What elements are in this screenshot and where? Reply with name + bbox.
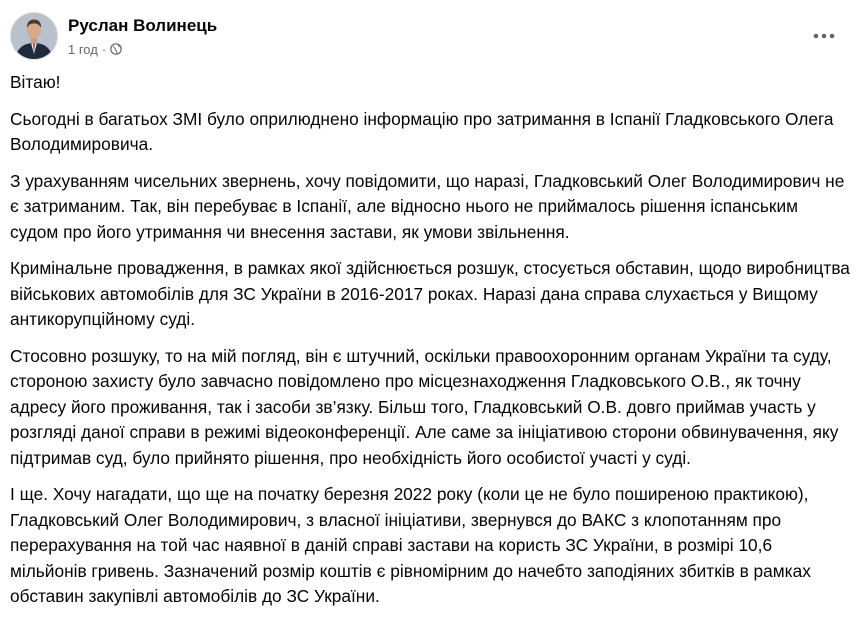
globe-icon[interactable] [110,43,122,55]
author-name[interactable]: Руслан Волинець [68,16,218,35]
more-options-icon [813,33,835,39]
post-paragraph: І ще. Хочу нагадати, що ще на початку березня 2022 року (коли це не було поширеною практикою), Гладковський Олег Володимирович, з власної ініціативи, звернувся до ВАКС з клопотанням про перерахування на той час наявної в даній справі застави на користь ЗС України, в розмірі 10,6 мільйонів гривень. Зазначений розмір коштів є рівномірним до начебто заподіяних збитків в рамках обставин закупівлі автомобілів до ЗС України. [10,484,811,606]
post-paragraph: З урахуванням чисельних звернень, хочу повідомити, що наразі, Гладковський Олег Володимирович не є затриманим. Так, він перебуває в Іспанії, але відносно нього не приймалось рішення іспанським судом про його утримання чи внесення застави, як умови звільнення. [10,170,845,242]
post-meta [68,40,122,58]
post-header [10,12,846,64]
post-text [10,70,850,621]
post-paragraph: Вітаю! [10,72,61,92]
more-options-button[interactable] [806,18,842,54]
post-paragraph: Кримінальне провадження, в рамках якої здійснюється розшук, стосується обставин, щодо виробництва військових автомобілів для ЗС України в 2016-2017 роках. Наразі дана справа слухається у Вищому антикорупційному суді. [10,258,850,329]
post-time[interactable]: 1 год [68,41,98,57]
avatar-photo [11,13,57,59]
post-paragraph: Сьогодні в багатьох ЗМІ було оприлюднено інформацію про затримання в Іспанії Гладковського Олега Володимировича. [10,108,834,154]
meta-separator: · [101,41,107,57]
author-avatar[interactable] [10,12,58,60]
post-paragraph: Стосовно розшуку, то на мій погляд, він є штучний, оскільки правоохоронним органам України та суду, стороною захисту було завчасно повідомлено про місцезнаходження Гладковського О.В., як точну адресу його проживання, так і засоби зв’язку. Більш того, Гладковський О.В. довго приймав участь у розгляді даної справи в режимі відеоконференції. Але саме за ініціативою сторони обвинувачення, яку підтримав суд, було прийнято рішення, про необхідність його особистої участі у суді. [10,345,839,468]
